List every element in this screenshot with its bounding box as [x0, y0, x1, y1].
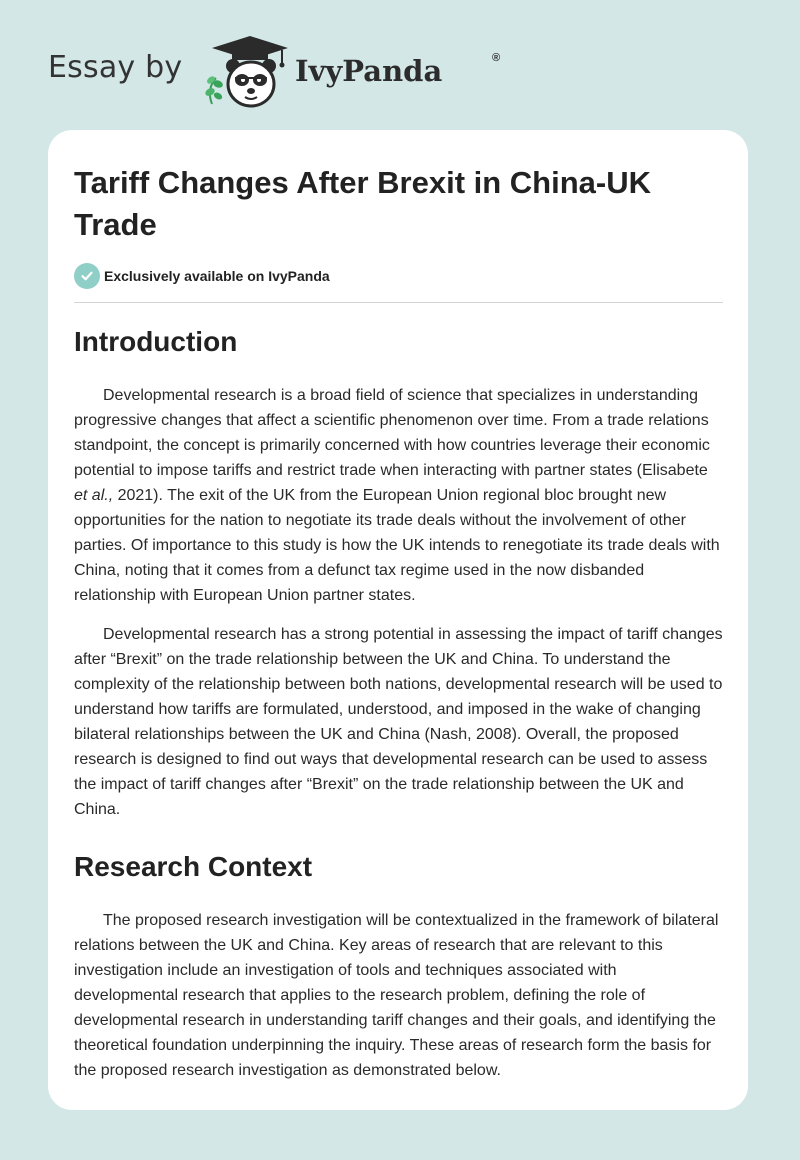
brand-header[interactable]	[48, 30, 548, 110]
section-heading-introduction: Introduction	[74, 326, 238, 357]
divider	[74, 302, 723, 303]
exclusive-badge	[74, 262, 723, 290]
paragraph: The proposed research investigation will be contextualized in the framework of bilateral relations between the UK and China. Key areas of research that are relevant to this investigation include an investigation of tools and techniques associated with developmental research that applies to the research problem, defining the role of developmental research in understanding tariff changes and their goals, and identifying the theoretical foundation underpinning the inquiry. These areas of research form the basis for the proposed research investigation as demonstrated below.	[74, 912, 719, 1079]
essay-by-label: Essay by	[48, 50, 183, 85]
ivy-leaf-icon	[204, 75, 224, 104]
check-icon	[74, 263, 100, 289]
section-heading-research-context: Research Context	[74, 851, 313, 882]
paragraph: Developmental research is a broad field of science that specializes in understanding progressive changes that affect a scientific phenomenon over time. From a trade relations standpoint, the concept is primarily concerned with how countries leverage their economic potential to impose tariffs and restrict trade when interacting with partner states (Elisabete et al., 2021). The exit of the UK from the European Union regional bloc brought new opportunities for the nation to negotiate its trade deals without the involvement of other parties. Of importance to this study is how the UK intends to renegotiate its trade deals with China, noting that it comes from a defunct tax regime used in the now disbanded relationship with European Union partner states.	[74, 387, 720, 604]
badge-label: Exclusively available on IvyPanda	[104, 268, 330, 284]
panda-graduate-icon	[202, 34, 292, 110]
article-body	[74, 162, 723, 1083]
brand-name: IvyPanda	[295, 54, 443, 88]
page-title: Tariff Changes After Brexit in China-UK Trade	[74, 165, 651, 242]
paragraph: Developmental research has a strong potential in assessing the impact of tariff changes after “Brexit” on the trade relationship between the UK and China. To understand the complexity of the relationship between both nations, developmental research will be used to understand how tariffs are formulated, understood, and imposed in the wake of changing bilateral relationships between the UK and China (Nash, 2008). Overall, the proposed research is designed to find out ways that developmental research can be used to assess the impact of tariff changes after “Brexit” on the trade relationship between the UK and China.	[74, 626, 723, 818]
citation-emphasis: et al.,	[74, 487, 114, 504]
registered-mark: ®	[492, 52, 501, 64]
article-card	[48, 130, 748, 1110]
